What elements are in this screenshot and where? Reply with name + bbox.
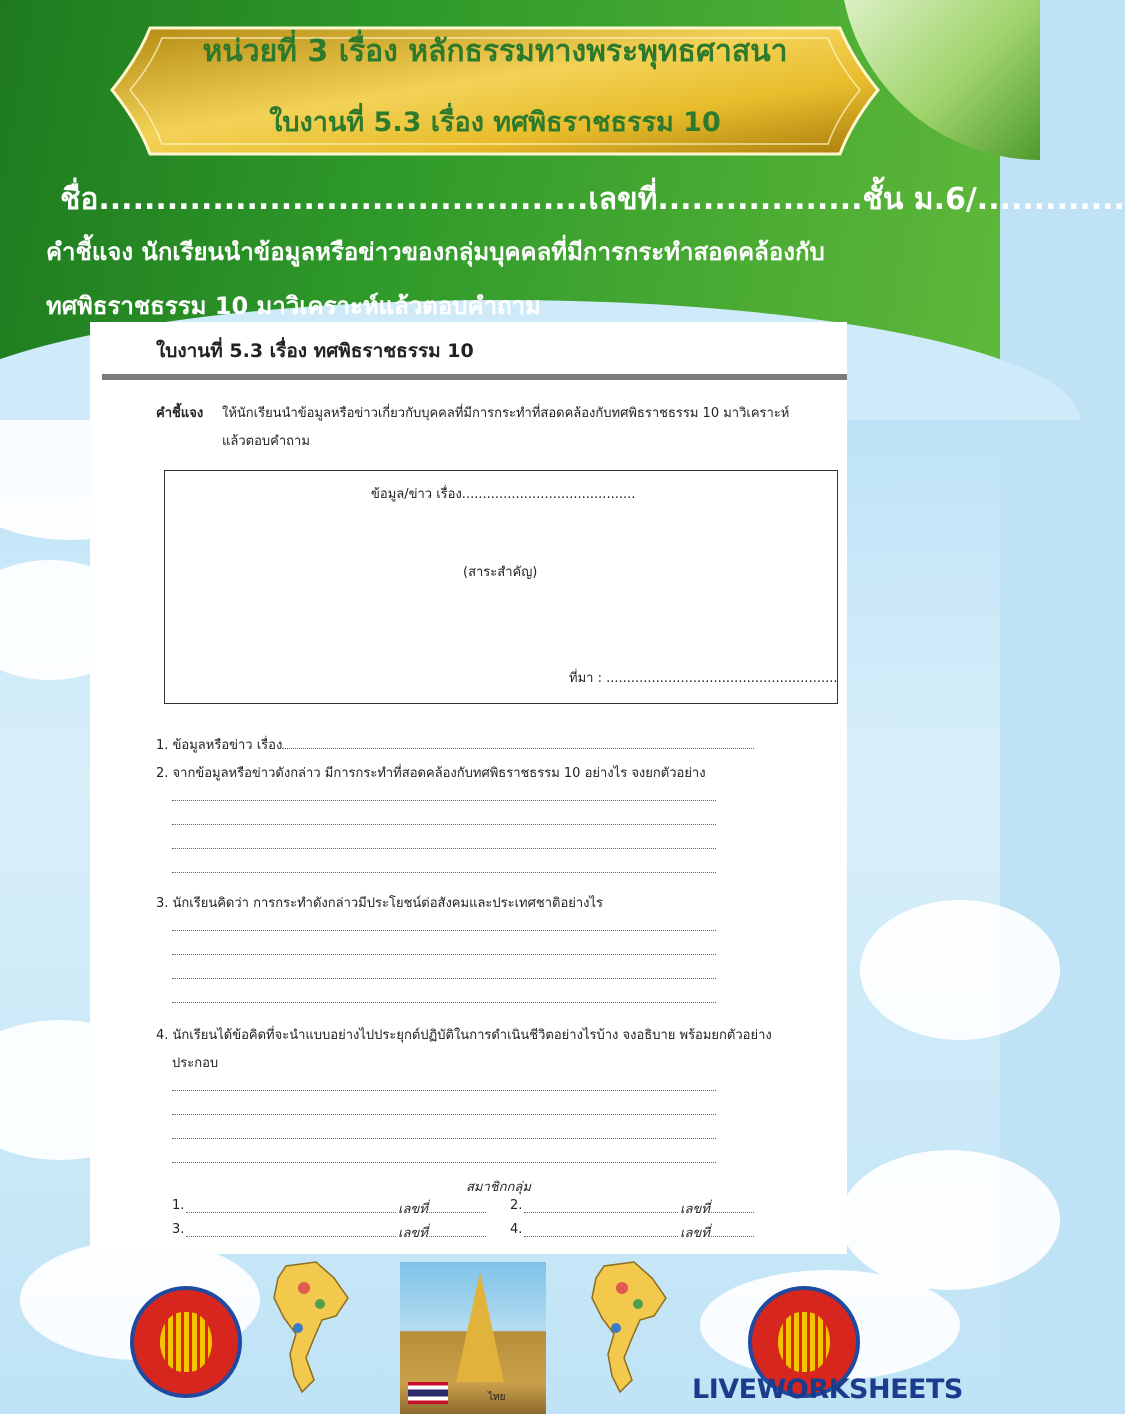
answer-line <box>172 1090 716 1091</box>
answer-line <box>172 848 716 849</box>
member-number-label: เลขที่ <box>680 1202 710 1217</box>
member-number-line <box>426 1236 486 1237</box>
worksheet-title: ใบงานที่ 5.3 เรื่อง ทศพิธราชธรรม 10 <box>269 107 721 138</box>
question-1: 1. ข้อมูลหรือข่าว เรื่อง <box>156 738 283 753</box>
unit-title: หน่วยที่ 3 เรื่อง หลักธรรมทางพระพุทธศาสนา <box>202 34 788 69</box>
answer-line <box>172 1114 716 1115</box>
member-number-line <box>708 1236 754 1237</box>
member-name-line <box>524 1236 678 1237</box>
member-name-line <box>524 1212 678 1213</box>
thailand-map-icon <box>256 1258 366 1398</box>
student-info-line: ชื่อ...........................................เลขที่..................ชั้น ม.6/............. <box>60 182 1125 217</box>
answer-line <box>172 954 716 955</box>
sheet-instr-text-2: แล้วตอบคำถาม <box>222 434 310 449</box>
member-number-label: เลขที่ <box>398 1226 428 1241</box>
answer-line <box>282 748 754 749</box>
answer-line <box>172 1162 716 1163</box>
answer-line <box>172 978 716 979</box>
member-no: 4. <box>510 1222 523 1237</box>
answer-line <box>172 930 716 931</box>
thailand-map-icon <box>574 1258 684 1398</box>
instructions-line-2: ทศพิธราชธรรม 10 มาวิเคราะห์แล้วตอบคำถาม <box>46 292 541 320</box>
thai-label: ไทย <box>488 1392 506 1403</box>
instructions-line-1: คำชี้แจง นักเรียนนำข้อมูลหรือข่าวของกลุ่มบุคคลที่มีการกระทำสอดคล้องกับ <box>46 238 825 266</box>
news-box <box>164 470 838 704</box>
member-number-line <box>426 1212 486 1213</box>
title-rule <box>102 374 847 380</box>
member-no: 1. <box>172 1198 185 1213</box>
cloud <box>840 1150 1060 1290</box>
answer-line <box>172 1138 716 1139</box>
answer-line <box>172 800 716 801</box>
answer-line <box>172 824 716 825</box>
box-center-label: (สาระสำคัญ) <box>463 565 538 580</box>
members-heading: สมาชิกกลุ่ม <box>466 1180 531 1195</box>
liveworksheets-brand: LIVEWORKSHEETS <box>692 1374 963 1405</box>
question-4: 4. นักเรียนได้ข้อคิดที่จะนำแบบอย่างไปประยุกต์ปฏิบัติในการดำเนินชีวิตอย่างไรบ้าง จงอธิบาย พร้อมยกตัวอย่าง <box>156 1028 772 1043</box>
member-name-line <box>186 1212 396 1213</box>
answer-line <box>172 1002 716 1003</box>
cloud <box>860 900 1060 1040</box>
temple-photo <box>400 1262 546 1414</box>
member-number-label: เลขที่ <box>680 1226 710 1241</box>
worksheet-image <box>90 322 847 1254</box>
question-2: 2. จากข้อมูลหรือข่าวดังกล่าว มีการกระทำที่สอดคล้องกับทศพิธราชธรรม 10 อย่างไร จงยกตัวอย่าง <box>156 766 706 781</box>
member-number-label: เลขที่ <box>398 1202 428 1217</box>
sheet-instr-label: คำชี้แจง <box>156 406 204 421</box>
rice-stalks-icon <box>778 1312 830 1372</box>
asean-emblem-icon <box>130 1286 242 1398</box>
question-3: 3. นักเรียนคิดว่า การกระทำดังกล่าวมีประโยชน์ต่อสังคมและประเทศชาติอย่างไร <box>156 896 604 911</box>
rice-stalks-icon <box>160 1312 212 1372</box>
box-source: ที่มา : ........................................................ <box>569 671 838 686</box>
thai-flag-icon <box>408 1382 448 1404</box>
question-4-line-2: ประกอบ <box>172 1056 219 1071</box>
member-no: 3. <box>172 1222 185 1237</box>
answer-line <box>172 872 716 873</box>
box-title: ข้อมูล/ข่าว เรื่อง.......................................... <box>371 487 636 502</box>
sheet-title: ใบงานที่ 5.3 เรื่อง ทศพิธราชธรรม 10 <box>156 340 474 362</box>
member-number-line <box>708 1212 754 1213</box>
member-name-line <box>186 1236 396 1237</box>
sheet-instr-text: ให้นักเรียนนำข้อมูลหรือข่าวเกี่ยวกับบุคคลที่มีการกระทำที่สอดคล้องกับทศพิธราชธรรม 10 มาวิเคราะห์ <box>222 406 790 421</box>
member-no: 2. <box>510 1198 523 1213</box>
golden-chedi-icon <box>456 1272 504 1382</box>
